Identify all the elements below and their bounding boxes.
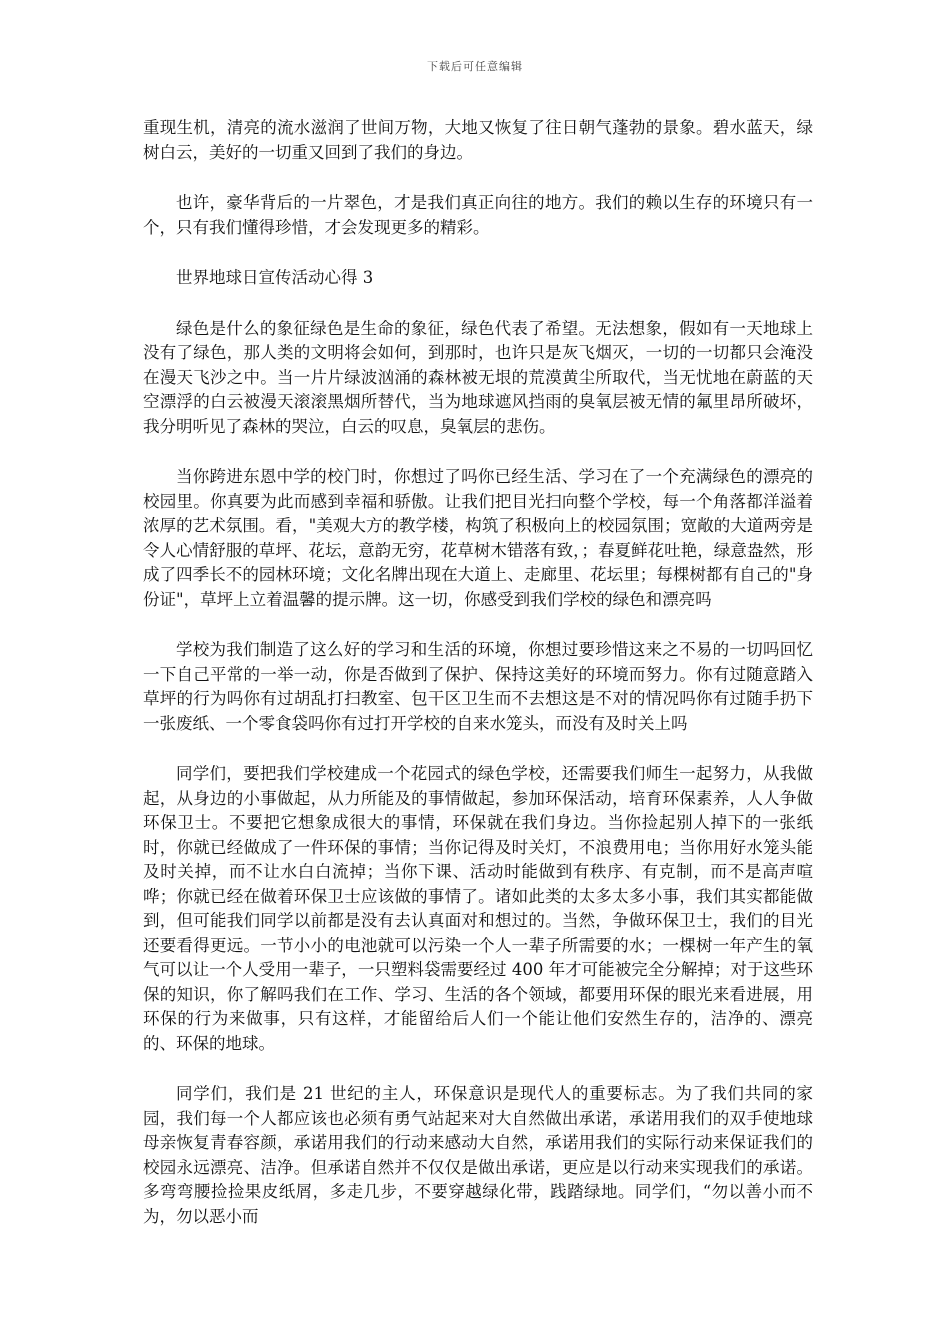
paragraph: 同学们，要把我们学校建成一个花园式的绿色学校，还需要我们师生一起努力，从我做起，从身边的小事做起，从力所能及的事情做起，参加环保活动，培育环保素养，人人争做环保卫士。不要把它想象成很大的事情，环保就在我们身边。当你捡起别人掉下的一张纸时，你就已经做成了一件环保的事情；当你记得及时关灯，不浪费用电；当你用好水笼头能及时关掉，而不让水白白流掉；当你下课、活动时能做到有秩序、有克制，而不是高声喧哗；你就已经在做着环保卫士应该做的事情了。诸如此类的太多太多小事，我们其实都能做到，但可能我们同学以前都是没有去认真面对和想过的。当然，争做环保卫士，我们的目光还要看得更远。一节小小的电池就可以污染一个人一辈子所需要的水；一棵树一年产生的氧气可以让一个人受用一辈子，一只塑料袋需要经过 400 年才可能被完全分解掉；对于这些环保的知识，你了解吗我们在工作、学习、生活的各个领域，都要用环保的眼光来看进展，用环保的行为来做事，只有这样，才能留给后人们一个能让他们安然生存的，洁净的、漂亮的、环保的地球。 bbox=[143, 764, 813, 1053]
paragraph: 也许，豪华背后的一片翠色，才是我们真正向往的地方。我们的赖以生存的环境只有一个，只有我们懂得珍惜，才会发现更多的精彩。 bbox=[143, 193, 813, 237]
paragraph: 同学们，我们是 21 世纪的主人，环保意识是现代人的重要标志。为了我们共同的家园，我们每一个人都应该也必须有勇气站起来对大自然做出承诺，承诺用我们的双手使地球母亲恢复青春容颜，承诺用我们的行动来感动大自然，承诺用我们的实际行动来保证我们的校园永远漂亮、洁净。但承诺自然并不仅仅是做出承诺，更应是以行动来实现我们的承诺。多弯弯腰捡捡果皮纸屑，多走几步，不要穿越绿化带，践踏绿地。同学们，“勿以善小而不为，勿以恶小而 bbox=[143, 1084, 813, 1226]
paragraph: 重现生机，清亮的流水滋润了世间万物，大地又恢复了往日朝气蓬勃的景象。碧水蓝天，绿树白云，美好的一切重又回到了我们的身边。 bbox=[143, 118, 813, 162]
section-heading: 世界地球日宣传活动心得 3 bbox=[176, 268, 374, 287]
paragraph: 绿色是什么的象征绿色是生命的象征，绿色代表了希望。无法想象，假如有一天地球上没有了绿色，那人类的文明将会如何，到那时，也许只是灰飞烟灭，一切的一切都只会淹没在漫天飞沙之中。当一片片绿波汹涌的森林被无垠的荒漠黄尘所取代，当无忧地在蔚蓝的天空漂浮的白云被漫天滚滚黑烟所替代，当为地球遮风挡雨的臭氧层被无情的氟里昂所破坏，我分明听见了森林的哭泣，白云的叹息，臭氧层的悲伤。 bbox=[143, 318, 813, 436]
paragraph: 学校为我们制造了这么好的学习和生活的环境，你想过要珍惜这来之不易的一切吗回忆一下自己平常的一举一动，你是否做到了保护、保持这美好的环境而努力。你有过随意踏入草坪的行为吗你有过胡乱打扫教室、包干区卫生而不去想这是不对的情况吗你有过随手扔下一张废纸、一个零食袋吗你有过打开学校的自来水笼头，而没有及时关上吗 bbox=[143, 640, 813, 733]
paragraph: 当你跨进东恩中学的校门时，你想过了吗你已经生活、学习在了一个充满绿色的漂亮的校园里。你真要为此而感到幸福和骄傲。让我们把目光扫向整个学校，每一个角落都洋溢着浓厚的艺术氛围。看，"美观大方的教学楼，构筑了积极向上的校园氛围；宽敞的大道两旁是令人心情舒服的草坪、花坛，意韵无穷，花草树木错落有致，；春夏鲜花吐艳，绿意盎然，形成了四季长不的园林环境；文化名牌出现在大道上、走廊里、花坛里；每棵树都有自己的"身份证"，草坪上立着温馨的提示牌。这一切，你感受到我们学校的绿色和漂亮吗 bbox=[143, 467, 813, 609]
page-header: 下载后可任意编辑 bbox=[427, 60, 523, 73]
document-body bbox=[143, 116, 813, 1255]
